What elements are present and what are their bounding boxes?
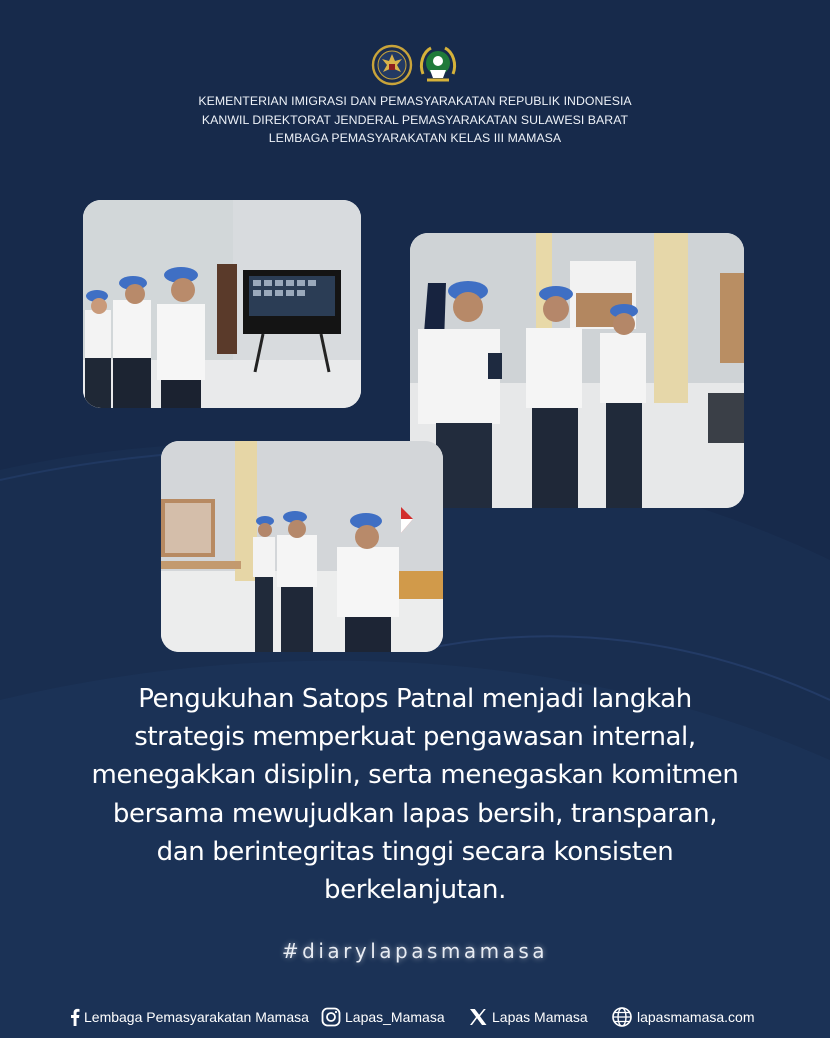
caption-line: bersama mewujudkan lapas bersih, transparan,: [112, 798, 718, 829]
caption-line: Pengukuhan Satops Patnal menjadi langkah: [138, 684, 692, 714]
facebook-link[interactable]: [70, 1002, 309, 1032]
instagram-icon: [321, 1007, 341, 1027]
website-label: lapasmamasa.com: [637, 1009, 755, 1025]
caption-line: dan berintegritas tinggi secara konsisten: [156, 836, 674, 867]
x-label: Lapas Mamasa: [492, 1009, 588, 1025]
caption-line: berkelanjutan.: [324, 875, 506, 906]
pemasyarakatan-emblem-icon: [417, 44, 459, 86]
facebook-icon: [70, 1008, 80, 1026]
globe-icon: [611, 1006, 633, 1028]
x-link[interactable]: [468, 1002, 588, 1032]
caption-paragraph: [40, 680, 790, 909]
instagram-label: Lapas_Mamasa: [345, 1009, 445, 1025]
garuda-emblem-icon: [371, 44, 413, 86]
photo-three-officers-standing: [410, 233, 744, 508]
website-link[interactable]: [611, 1002, 755, 1032]
regional-office-name: KANWIL DIREKTORAT JENDERAL PEMASYARAKATAN SULAWESI BARAT: [201, 112, 629, 127]
instagram-link[interactable]: [321, 1002, 445, 1032]
hashtag: #diarylapasmamasa: [281, 939, 549, 963]
photo-officers-watching-screen: [83, 200, 361, 408]
institution-name: LEMBAGA PEMASYARAKATAN KELAS III MAMASA: [268, 131, 562, 145]
ministry-name: KEMENTERIAN IMIGRASI DAN PEMASYARAKATAN REPUBLIK INDONESIA: [198, 94, 632, 108]
x-icon: [468, 1007, 488, 1027]
logo-row: [0, 44, 830, 90]
photo-three-officers-in-hall: [161, 441, 443, 652]
header: [0, 44, 830, 148]
caption-line: menegakkan disiplin, serta menegaskan komitmen: [91, 760, 739, 791]
footer-social-bar: [0, 1002, 830, 1032]
caption-line: strategis memperkuat pengawasan internal,: [134, 722, 696, 753]
facebook-label: Lembaga Pemasyarakatan Mamasa: [84, 1009, 309, 1025]
